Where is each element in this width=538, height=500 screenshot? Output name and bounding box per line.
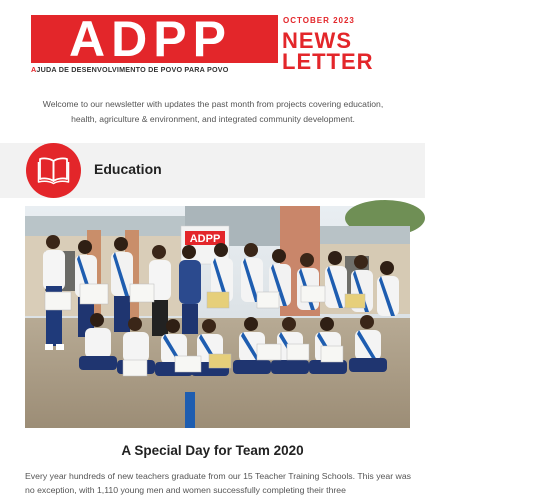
article-title: A Special Day for Team 2020: [121, 443, 304, 458]
open-book-icon: [38, 156, 69, 184]
adpp-logo: [31, 11, 270, 67]
issue-month: OCTOBER 2023: [283, 16, 355, 25]
newsletter-header: [0, 0, 538, 92]
banner-logo-text: ADPP: [189, 233, 221, 245]
logo-tagline: AJUDA DE DESENVOLVIMENTO DE POVO PARA POVO: [31, 65, 229, 74]
section-icon-circle: [26, 143, 81, 198]
newsletter-title-line1: NEWS: [282, 28, 352, 53]
graduation-photo-illustration: [25, 206, 410, 428]
section-title: Education: [94, 161, 162, 177]
logo-country: ANGOLA: [528, 28, 538, 71]
graduation-photo: [25, 206, 410, 428]
newsletter-title-line2: LETTER: [282, 49, 374, 74]
section-header-education: [0, 143, 425, 198]
logo-text: ADPP: [69, 11, 232, 67]
intro-text: Welcome to our newsletter with updates the past month from projects covering education, health, agriculture & environment, and integrated community development.: [42, 99, 384, 124]
article-body: Every year hundreds of new teachers graduate from our 15 Teacher Training Schools. This year was no exception, with 1,110 young men and women successfully completing their three: [25, 471, 411, 495]
